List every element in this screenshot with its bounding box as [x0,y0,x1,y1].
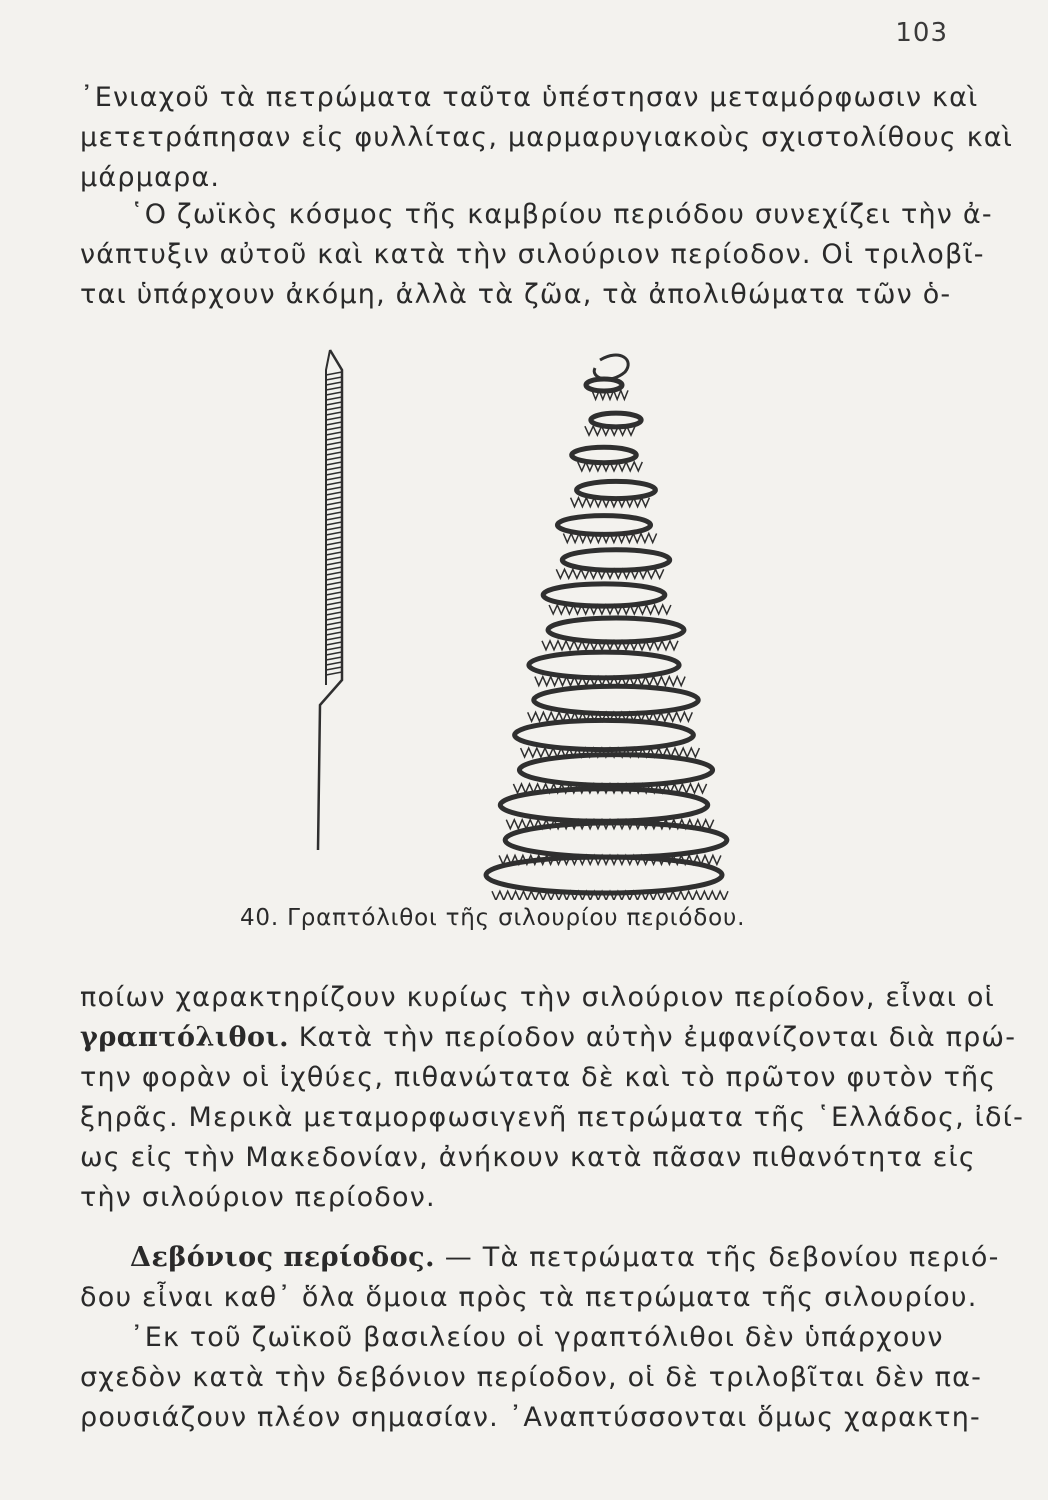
paragraph-1 [80,78,1014,198]
text-line: τὴν σιλούριον περίοδον. [80,1182,436,1213]
text-line [80,1018,1017,1058]
text-line: νάπτυξιν αὐτοῦ καὶ κατὰ τὴν σιλούριον περίοδον. Οἱ τριλοβῖ- [80,239,985,270]
text-line: ᾿Ενιαχοῦ τὰ πετρώματα ταῦτα ὑπέστησαν μεταμόρφωσιν καὶ [80,82,979,113]
text-line: ρουσιάζουν πλέον σημασίαν. ᾿Αναπτύσσονται ὅμως χαρακτη- [80,1402,981,1433]
graptolite-illustration [290,330,750,900]
spiral-graptolite-drawing [486,355,728,900]
text-line [80,1238,1000,1278]
text-line: μάρμαρα. [80,162,221,193]
text-line: ξηρᾶς. Μερικὰ μεταμορφωσιγενῆ πετρώματα τῆς ῾Ελλάδος, ἰδί- [80,1102,1025,1133]
figure-caption: 40. Γραπτόλιθοι τῆς σιλουρίου περιόδου. [240,905,746,931]
text-line: σχεδὸν κατὰ τὴν δεβόνιον περίοδον, οἱ δὲ τριλοβῖται δὲν πα- [80,1362,983,1393]
paragraph-4 [80,1238,1000,1318]
text-line: μετετράπησαν εἰς φυλλίτας, μαρμαρυγιακοὺς σχιστολίθους καὶ [80,122,1014,153]
term-graptolites: γραπτόλιθοι. [80,1022,289,1053]
text-line: την φορὰν οἱ ἰχθύες, πιθανώτατα δὲ καὶ τὸ πρῶτον φυτὸν τῆς [80,1062,997,1093]
paragraph-2 [80,195,993,315]
paragraph-5 [80,1318,983,1438]
text-line: ως εἰς τὴν Μακεδονίαν, ἀνήκουν κατὰ πᾶσαν πιθανότητα εἰς [80,1142,976,1173]
text-fragment: — Τὰ πετρώματα τῆς δεβονίου περιό- [435,1242,1000,1273]
straight-graptolite-drawing [318,350,342,850]
text-line: ται ὑπάρχουν ἀκόμη, ἀλλὰ τὰ ζῶα, τὰ ἀπολιθώματα τῶν ὁ- [80,279,952,310]
text-line: δου εἶναι καθ᾿ ὅλα ὅμοια πρὸς τὰ πετρώματα τῆς σιλουρίου. [80,1282,978,1313]
text-line: ῾Ο ζωϊκὸς κόσμος τῆς καμβρίου περιόδου συνεχίζει τὴν ἀ- [130,199,993,230]
paragraph-3 [80,978,1025,1218]
text-line: ποίων χαρακτηρίζουν κυρίως τὴν σιλούριον περίοδον, εἶναι οἱ [80,982,995,1013]
text-line: ᾿Εκ τοῦ ζωϊκοῦ βασιλείου οἱ γραπτόλιθοι δὲν ὑπάρχουν [130,1322,944,1353]
section-heading-devonian: Δεβόνιος περίοδος. [130,1242,436,1273]
text-fragment: Κατὰ τὴν περίοδον αὐτὴν ἐμφανίζονται διὰ πρώ- [288,1022,1017,1053]
page-number: 103 [895,18,948,48]
